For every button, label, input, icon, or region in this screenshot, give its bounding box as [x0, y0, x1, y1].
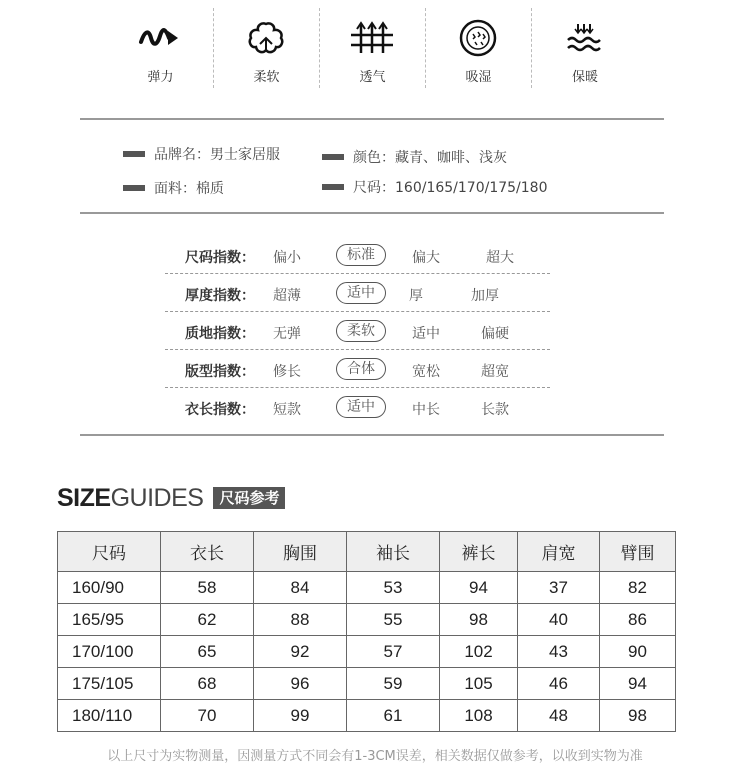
divider-middle — [80, 212, 664, 214]
table-cell: 65 — [161, 636, 254, 668]
feature-label: 弹力 — [147, 70, 174, 85]
index-label: 尺码指数： — [185, 250, 255, 266]
size-guide-title-light: GUIDES — [110, 483, 204, 512]
index-option: 修长 — [273, 364, 301, 380]
size-guide-title-bold: SIZE — [57, 483, 111, 512]
table-row — [58, 572, 676, 604]
index-option-selected: 适中 — [336, 282, 386, 304]
header-cell: 裤长 — [440, 532, 518, 572]
table-cell: 180/110 — [58, 700, 161, 732]
table-cell: 96 — [254, 668, 347, 700]
table-cell: 99 — [254, 700, 347, 732]
header-cell: 臂围 — [600, 532, 676, 572]
table-cell: 46 — [518, 668, 600, 700]
index-row-texture — [165, 312, 550, 350]
bullet-bar — [322, 154, 344, 160]
feature-icons-row — [108, 8, 638, 88]
index-option-selected: 柔软 — [336, 320, 386, 342]
table-cell: 62 — [161, 604, 254, 636]
feature-elastic — [108, 8, 214, 88]
index-label: 质地指数： — [185, 326, 255, 342]
index-option: 偏大 — [412, 250, 440, 266]
table-cell: 88 — [254, 604, 347, 636]
index-option: 超宽 — [481, 364, 509, 380]
index-option: 偏硬 — [481, 326, 509, 342]
info-fabric-text: 面料：棉质 — [154, 181, 224, 197]
index-option-selected: 适中 — [336, 396, 386, 418]
size-guide-tag: 尺码参考 — [213, 487, 285, 509]
table-cell: 102 — [440, 636, 518, 668]
table-cell: 160/90 — [58, 572, 161, 604]
info-size — [322, 177, 547, 197]
table-row — [58, 700, 676, 732]
table-cell: 86 — [600, 604, 676, 636]
bullet-bar — [123, 151, 145, 157]
header-cell: 肩宽 — [518, 532, 600, 572]
index-row-fit — [165, 350, 550, 388]
info-color-text: 颜色：藏青、咖啡、浅灰 — [353, 150, 507, 166]
header-cell: 衣长 — [161, 532, 254, 572]
table-cell: 37 — [518, 572, 600, 604]
index-row-length — [165, 388, 550, 426]
index-label: 衣长指数： — [185, 402, 255, 418]
index-option: 短款 — [273, 402, 301, 418]
breathable-arrows-icon — [347, 18, 397, 58]
bullet-bar — [322, 184, 344, 190]
bullet-bar — [123, 185, 145, 191]
elastic-wave-icon — [135, 18, 185, 58]
table-cell: 58 — [161, 572, 254, 604]
table-row — [58, 668, 676, 700]
index-option-selected: 标准 — [336, 244, 386, 266]
index-row-thickness — [165, 274, 550, 312]
table-cell: 53 — [347, 572, 440, 604]
table-cell: 48 — [518, 700, 600, 732]
header-cell: 胸围 — [254, 532, 347, 572]
table-cell: 43 — [518, 636, 600, 668]
index-option: 加厚 — [471, 288, 499, 304]
table-cell: 59 — [347, 668, 440, 700]
warmth-heat-icon — [559, 18, 609, 58]
feature-breathable — [320, 8, 426, 88]
index-option: 偏小 — [273, 250, 301, 266]
table-cell: 90 — [600, 636, 676, 668]
moisture-absorb-icon — [453, 18, 503, 58]
table-cell: 175/105 — [58, 668, 161, 700]
size-table-header — [58, 532, 676, 572]
table-cell: 108 — [440, 700, 518, 732]
table-cell: 40 — [518, 604, 600, 636]
feature-label: 保暖 — [571, 70, 598, 85]
table-cell: 61 — [347, 700, 440, 732]
table-cell: 57 — [347, 636, 440, 668]
table-cell: 84 — [254, 572, 347, 604]
table-cell: 92 — [254, 636, 347, 668]
index-option: 超薄 — [273, 288, 301, 304]
feature-warmth — [532, 8, 638, 88]
index-option: 适中 — [412, 326, 440, 342]
header-cell: 尺码 — [58, 532, 161, 572]
info-color — [322, 147, 507, 167]
feature-label: 柔软 — [253, 70, 280, 85]
index-option: 超大 — [486, 250, 514, 266]
feature-moisture — [426, 8, 532, 88]
table-row — [58, 636, 676, 668]
index-option: 宽松 — [412, 364, 440, 380]
index-option: 中长 — [412, 402, 440, 418]
feature-label: 吸湿 — [465, 70, 492, 85]
table-cell: 105 — [440, 668, 518, 700]
table-cell: 98 — [440, 604, 518, 636]
feature-label: 透气 — [359, 70, 386, 85]
table-cell: 94 — [440, 572, 518, 604]
cotton-flower-icon — [241, 18, 291, 58]
index-option-selected: 合体 — [336, 358, 386, 380]
index-label: 版型指数： — [185, 364, 255, 380]
table-cell: 170/100 — [58, 636, 161, 668]
index-option: 长款 — [481, 402, 509, 418]
size-table — [57, 531, 676, 732]
table-cell: 70 — [161, 700, 254, 732]
header-cell: 袖长 — [347, 532, 440, 572]
table-cell: 68 — [161, 668, 254, 700]
info-fabric — [123, 178, 224, 198]
table-cell: 165/95 — [58, 604, 161, 636]
table-cell: 98 — [600, 700, 676, 732]
divider-top — [80, 118, 664, 120]
index-option: 厚 — [409, 288, 423, 304]
divider-bottom — [80, 434, 664, 436]
index-label: 厚度指数： — [185, 288, 255, 304]
measurement-note: 以上尺寸为实物测量，因测量方式不同会有1-3CM误差，相关数据仅做参考，以收到实物为准 — [107, 749, 643, 764]
index-row-size — [165, 236, 550, 274]
info-size-text: 尺码：160/165/170/175/180 — [353, 180, 548, 196]
index-option: 无弹 — [273, 326, 301, 342]
table-row — [58, 604, 676, 636]
table-cell: 55 — [347, 604, 440, 636]
info-brand-text: 品牌名：男士家居服 — [154, 147, 280, 163]
feature-soft — [214, 8, 320, 88]
table-cell: 94 — [600, 668, 676, 700]
size-guide-title — [57, 483, 285, 513]
info-brand — [123, 144, 280, 164]
table-cell: 82 — [600, 572, 676, 604]
